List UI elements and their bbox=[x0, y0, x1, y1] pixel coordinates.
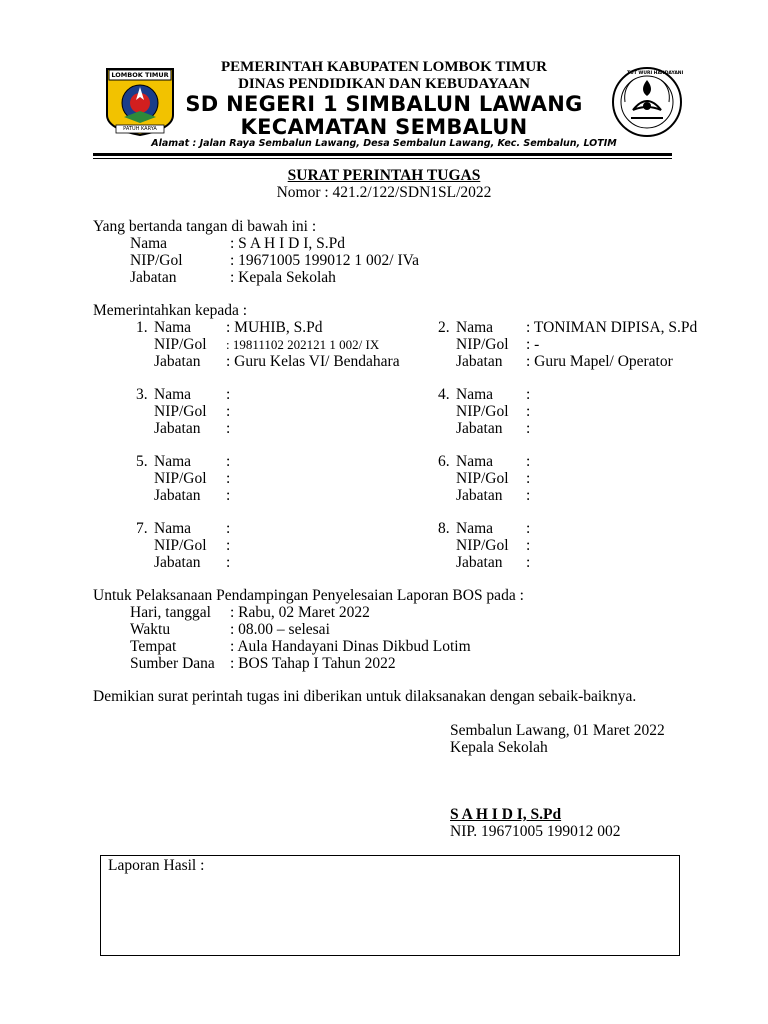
purpose-value-place: : Aula Handayani Dinas Dikbud Lotim bbox=[230, 638, 471, 655]
assignee-nip: : bbox=[226, 403, 231, 420]
intro-text: Yang bertanda tangan di bawah ini : bbox=[93, 218, 317, 235]
assignee-name-label: Nama bbox=[456, 386, 494, 403]
assignee-name-label: Nama bbox=[154, 319, 192, 336]
signature-place-date: Sembalun Lawang, 01 Maret 2022 bbox=[450, 722, 665, 739]
signature-nip: NIP. 19671005 199012 002 bbox=[450, 823, 621, 840]
assignee-nip-label: NIP/Gol bbox=[456, 537, 509, 554]
assignee-role-label: Jabatan bbox=[154, 487, 201, 504]
signer-name-label: Nama bbox=[130, 235, 168, 252]
assignee-role: : Guru Kelas VI/ Bendahara bbox=[226, 353, 400, 370]
letterhead-divider-thin bbox=[93, 158, 672, 159]
assignee-nip: : bbox=[526, 403, 531, 420]
signature-name: S A H I D I, S.Pd bbox=[450, 806, 562, 823]
letter-number: Nomor : 421.2/122/SDN1SL/2022 bbox=[276, 184, 492, 201]
assignee-nip-label: NIP/Gol bbox=[154, 537, 207, 554]
assignee-name: : bbox=[226, 386, 231, 403]
assignee-role: : bbox=[226, 420, 231, 437]
address: Alamat : Jalan Raya Sembalun Lawang, Desa Sembalun Lawang, Kec. Sembalun, LOTIM bbox=[151, 138, 617, 149]
assignee-number: 6. bbox=[438, 453, 450, 470]
signer-nip-label: NIP/Gol bbox=[130, 252, 183, 269]
assignee-nip: : bbox=[526, 537, 531, 554]
assignee-name-label: Nama bbox=[154, 386, 192, 403]
purpose-value-time: : 08.00 – selesai bbox=[230, 621, 330, 638]
assignee-nip: : bbox=[226, 470, 231, 487]
assignee-number: 1. bbox=[136, 319, 148, 336]
assignee-name-label: Nama bbox=[456, 453, 494, 470]
assignee-name: : TONIMAN DIPISA, S.Pd bbox=[526, 319, 698, 336]
district-name: KECAMATAN SEMBALUN bbox=[240, 115, 528, 139]
right-logo-text: TUT WURI HANDAYANI bbox=[627, 71, 684, 76]
assignee-role: : Guru Mapel/ Operator bbox=[526, 353, 673, 370]
assignee-nip-label: NIP/Gol bbox=[456, 470, 509, 487]
assignee-name: : bbox=[526, 386, 531, 403]
assignee-role-label: Jabatan bbox=[456, 420, 503, 437]
assignee-name: : MUHIB, S.Pd bbox=[226, 319, 323, 336]
letterhead-divider-thick bbox=[93, 153, 672, 156]
report-box-label: Laporan Hasil : bbox=[108, 857, 205, 874]
assignee-name-label: Nama bbox=[154, 520, 192, 537]
assignee-name: : bbox=[226, 453, 231, 470]
assignee-role: : bbox=[526, 554, 531, 571]
left-logo-bottom-text: PATUH KARYA bbox=[123, 126, 157, 132]
purpose-label-date: Hari, tanggal bbox=[130, 604, 211, 621]
assignee-role-label: Jabatan bbox=[456, 353, 503, 370]
signer-role-value: : Kepala Sekolah bbox=[230, 269, 336, 286]
assignee-nip-label: NIP/Gol bbox=[456, 403, 509, 420]
school-name: SD NEGERI 1 SIMBALUN LAWANG bbox=[185, 92, 583, 116]
assignee-number: 2. bbox=[438, 319, 450, 336]
assignee-role: : bbox=[526, 420, 531, 437]
assignee-number: 8. bbox=[438, 520, 450, 537]
left-logo-top-text: LOMBOK TIMUR bbox=[111, 71, 169, 79]
assignee-nip-label: NIP/Gol bbox=[154, 403, 207, 420]
assignee-name-label: Nama bbox=[154, 453, 192, 470]
assignee-name: : bbox=[526, 453, 531, 470]
purpose-label-time: Waktu bbox=[130, 621, 171, 638]
assignee-name-label: Nama bbox=[456, 520, 494, 537]
assignee-role: : bbox=[226, 554, 231, 571]
purpose-value-funding: : BOS Tahap I Tahun 2022 bbox=[230, 655, 396, 672]
assignee-role-label: Jabatan bbox=[456, 554, 503, 571]
assignee-role-label: Jabatan bbox=[154, 554, 201, 571]
letter-title: SURAT PERINTAH TUGAS bbox=[287, 167, 481, 184]
assignee-number: 4. bbox=[438, 386, 450, 403]
signer-role-label: Jabatan bbox=[130, 269, 177, 286]
purpose-label-place: Tempat bbox=[130, 638, 177, 655]
assignee-number: 7. bbox=[136, 520, 148, 537]
assignee-role-label: Jabatan bbox=[154, 353, 201, 370]
purpose-label-funding: Sumber Dana bbox=[130, 655, 215, 672]
assignee-number: 3. bbox=[136, 386, 148, 403]
assignee-nip: : 19811102 202121 1 002/ IX bbox=[226, 337, 380, 352]
assignee-nip: : bbox=[526, 470, 531, 487]
assignee-role: : bbox=[526, 487, 531, 504]
signer-name-value: : S A H I D I, S.Pd bbox=[230, 235, 345, 252]
purpose-intro: Untuk Pelaksanaan Pendampingan Penyelesaian Laporan BOS pada : bbox=[93, 587, 524, 604]
assignee-nip-label: NIP/Gol bbox=[456, 336, 509, 353]
assignee-nip: : bbox=[226, 537, 231, 554]
purpose-value-date: : Rabu, 02 Maret 2022 bbox=[230, 604, 370, 621]
signer-nip-value: : 19671005 199012 1 002/ IVa bbox=[230, 252, 420, 269]
signature-position: Kepala Sekolah bbox=[450, 739, 548, 756]
assignee-nip-label: NIP/Gol bbox=[154, 336, 207, 353]
assign-intro: Memerintahkan kepada : bbox=[93, 302, 248, 319]
letterhead-line1: PEMERINTAH KABUPATEN LOMBOK TIMUR bbox=[221, 59, 547, 75]
assignee-name: : bbox=[226, 520, 231, 537]
assignee-name-label: Nama bbox=[456, 319, 494, 336]
assignee-role-label: Jabatan bbox=[154, 420, 201, 437]
assignee-nip-label: NIP/Gol bbox=[154, 470, 207, 487]
letterhead-line2: DINAS PENDIDIKAN DAN KEBUDAYAAN bbox=[238, 76, 530, 92]
assignee-role-label: Jabatan bbox=[456, 487, 503, 504]
closing-text: Demikian surat perintah tugas ini diberikan untuk dilaksanakan dengan sebaik-baiknya. bbox=[93, 688, 637, 705]
assignee-name: : bbox=[526, 520, 531, 537]
assignee-number: 5. bbox=[136, 453, 148, 470]
assignee-nip: : - bbox=[526, 336, 540, 353]
assignee-role: : bbox=[226, 487, 231, 504]
report-box bbox=[100, 855, 680, 956]
